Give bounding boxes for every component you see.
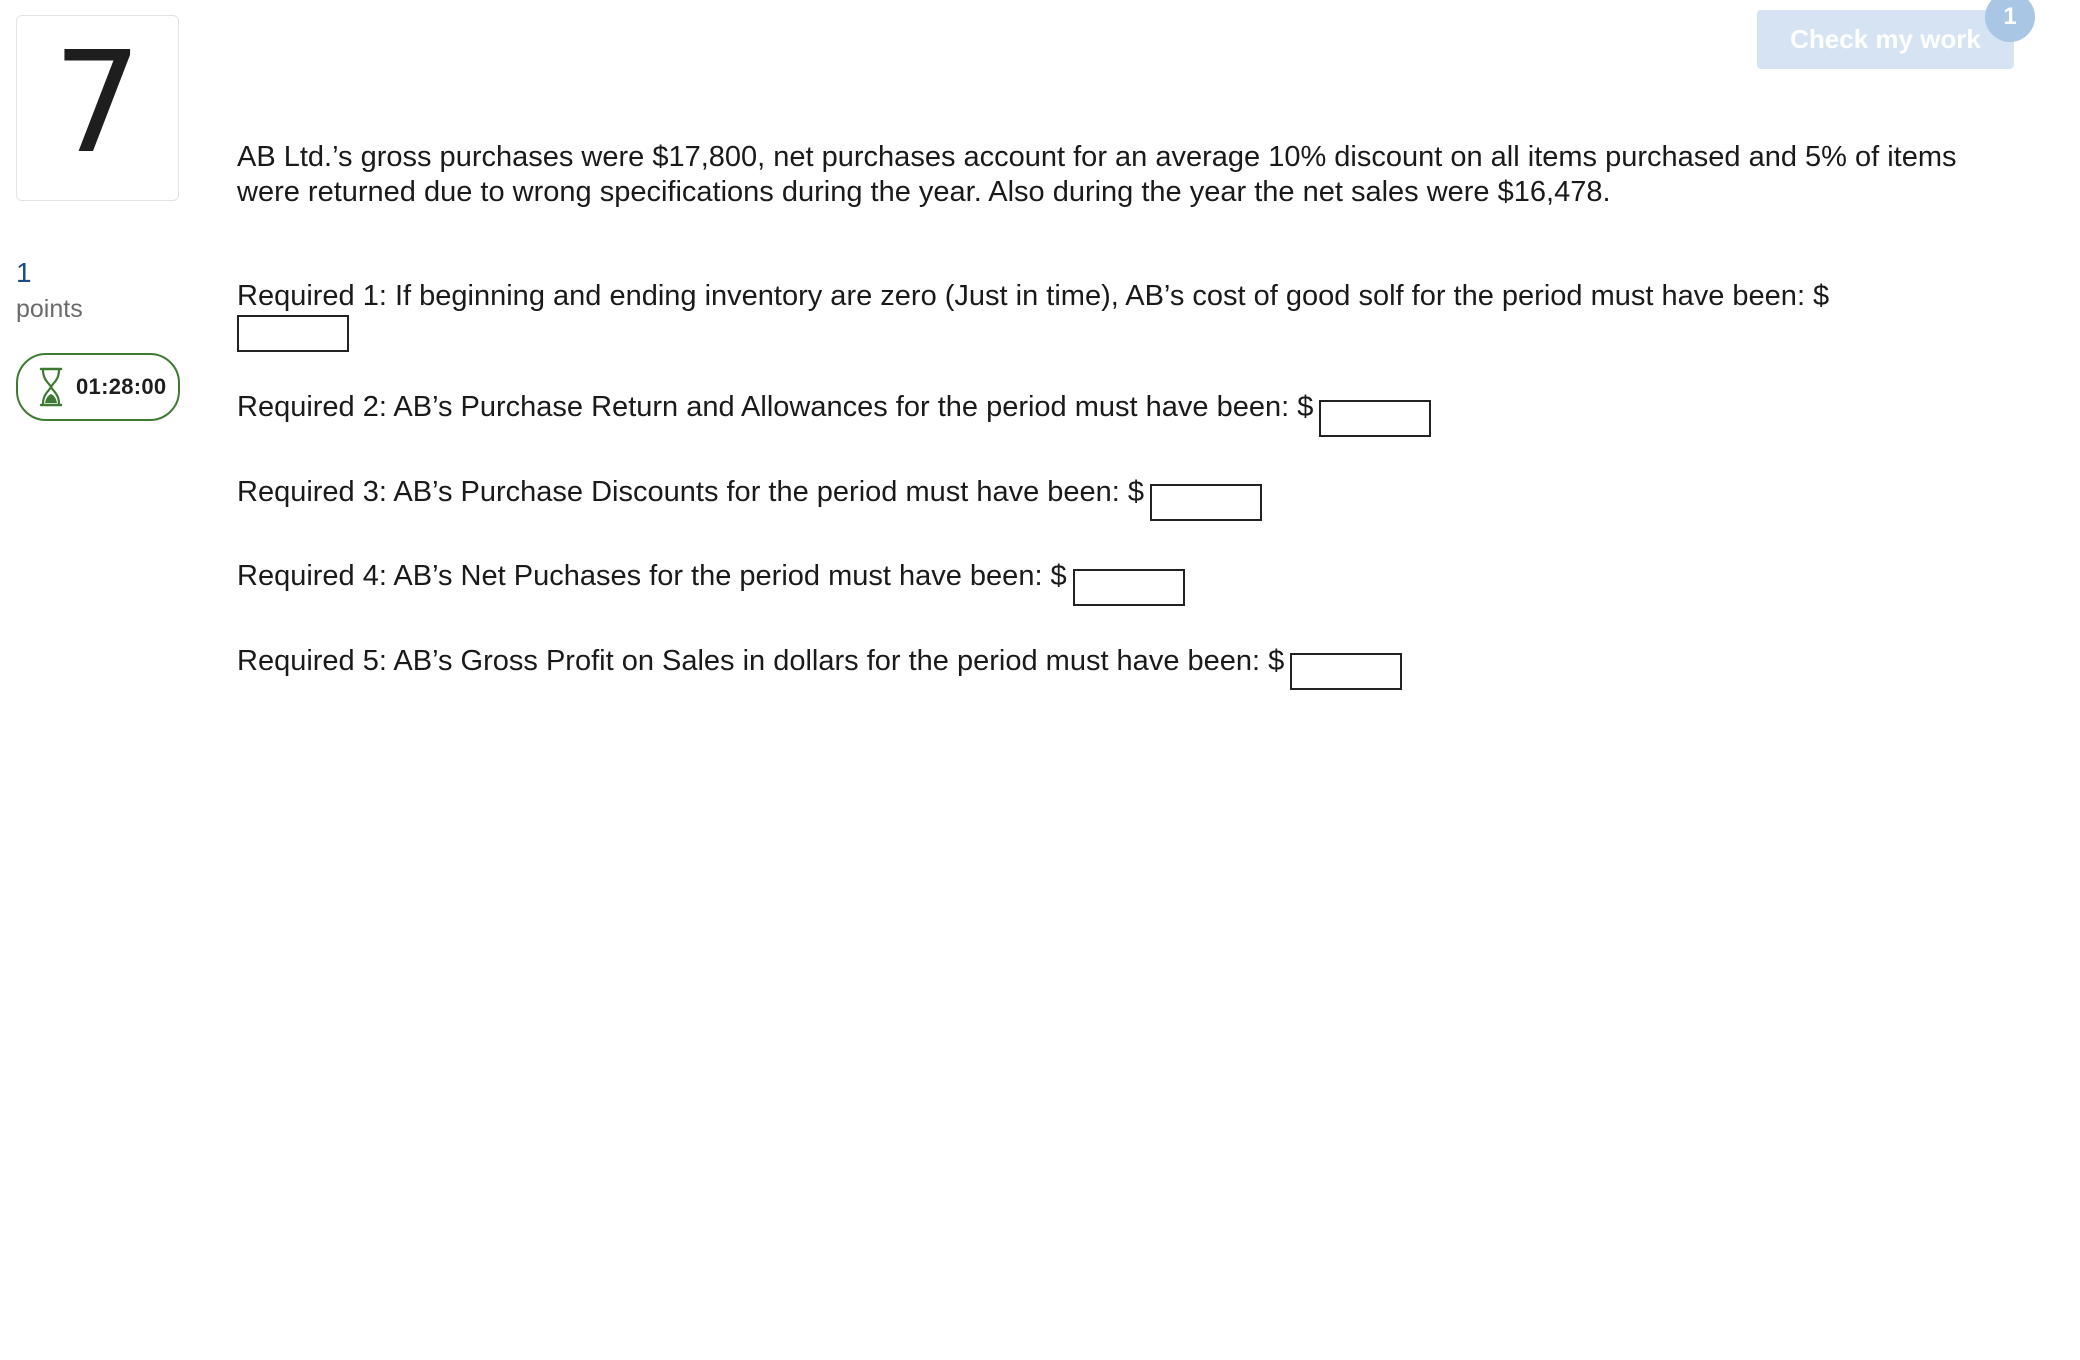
check-count-badge: 1 — [1985, 0, 2035, 42]
required-1 — [237, 279, 2017, 352]
question-content — [237, 140, 2017, 690]
required-4 — [237, 559, 2017, 606]
points-label: points — [16, 295, 83, 323]
timer-badge — [16, 353, 180, 421]
required-1-answer-input[interactable] — [237, 315, 349, 352]
required-2-text: Required 2: AB’s Purchase Return and Allowances for the period must have been: $ — [237, 391, 1314, 423]
required-4-answer-input[interactable] — [1073, 569, 1185, 606]
question-number-box — [16, 15, 179, 201]
timer-text: 01:28:00 — [76, 374, 167, 399]
required-2 — [237, 390, 2017, 437]
required-4-text: Required 4: AB’s Net Puchases for the period must have been: $ — [237, 560, 1067, 592]
problem-intro: AB Ltd.’s gross purchases were $17,800, net purchases account for an average 10% discount on all items purchased and 5% of items were returned due to wrong specifications during the year. Also during the year the net sales were $16,478. — [237, 141, 1957, 208]
required-3 — [237, 475, 2017, 522]
points-value: 1 — [16, 257, 32, 288]
required-5 — [237, 644, 2017, 691]
required-3-answer-input[interactable] — [1150, 484, 1262, 521]
required-5-answer-input[interactable] — [1290, 653, 1402, 690]
required-5-text: Required 5: AB’s Gross Profit on Sales in dollars for the period must have been: $ — [237, 644, 1285, 677]
required-3-text: Required 3: AB’s Purchase Discounts for the period must have been: $ — [237, 475, 1145, 508]
check-my-work-button[interactable]: Check my work — [1757, 10, 2014, 69]
question-number: 7 — [52, 22, 143, 185]
required-1-text: Required 1: If beginning and ending inventory are zero (Just in time), AB’s cost of good solf for the period must have been: $ — [237, 280, 1830, 312]
hourglass-icon — [38, 367, 64, 407]
required-2-answer-input[interactable] — [1319, 400, 1431, 437]
